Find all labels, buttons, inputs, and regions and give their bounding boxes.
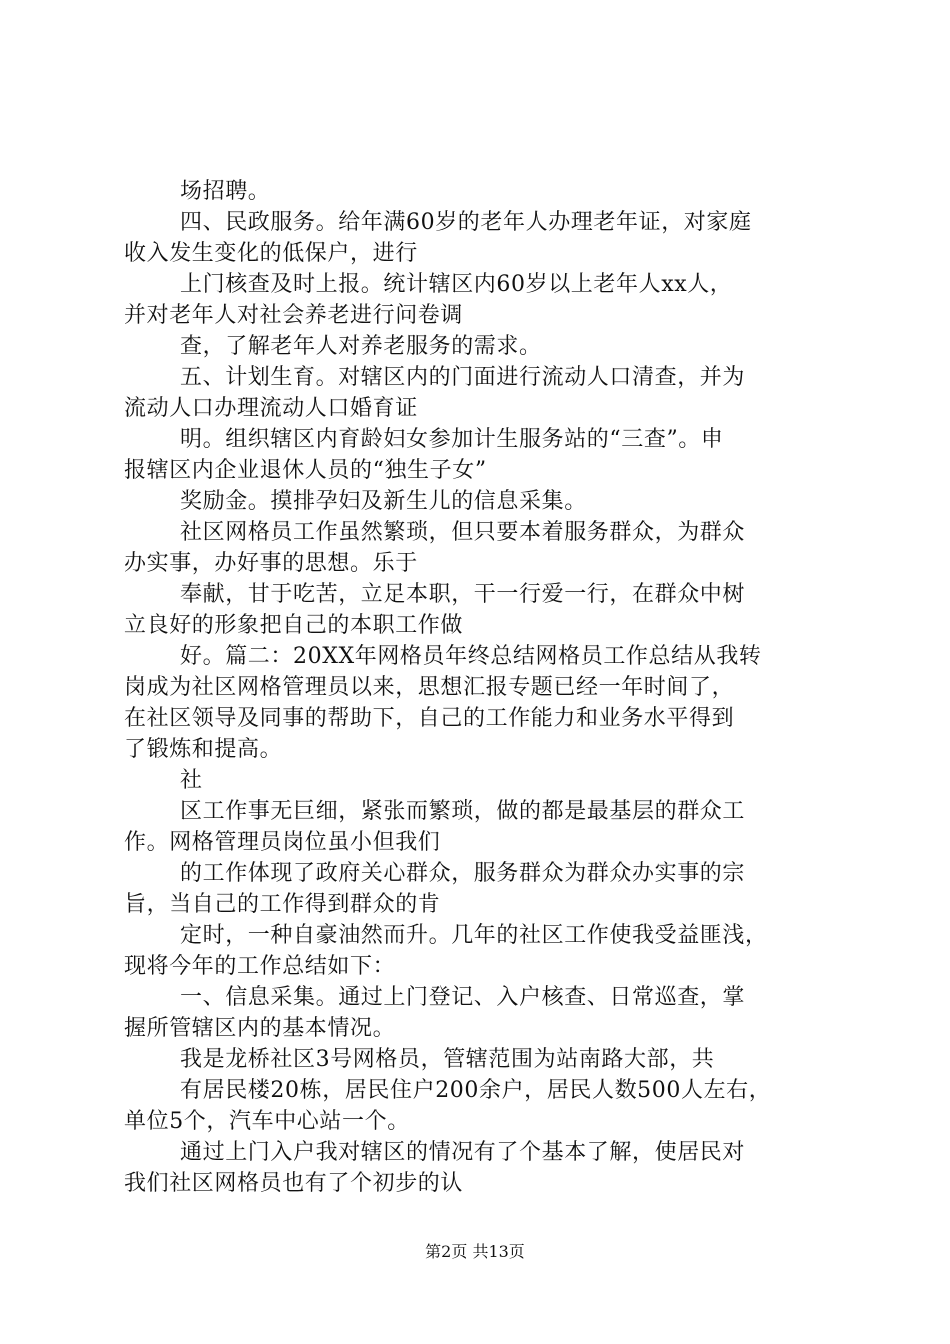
- text-line: 旨，当自己的工作得到群众的肯: [124, 892, 441, 917]
- text-line: 定时，一种自豪油然而升。几年的社区工作使我受益匪浅，: [180, 923, 768, 948]
- text-line: 流动人口办理流动人口婚育证: [124, 396, 418, 421]
- text-line: 通过上门入户我对辖区的情况有了个基本了解，使居民对: [180, 1140, 746, 1165]
- text-line: 区工作事无巨细，紧张而繁琐，做的都是最基层的群众工: [180, 799, 746, 824]
- page-number-footer: 第2页 共13页: [425, 1242, 525, 1261]
- text-line: 明。组织辖区内育龄妇女参加计生服务站的“三查”。申: [180, 427, 724, 452]
- text-line: 立良好的形象把自己的本职工作做: [124, 613, 464, 638]
- text-line: 报辖区内企业退休人员的“独生子女”: [124, 458, 487, 483]
- text-line: 上门核查及时上报。统计辖区内60岁以上老年人xx人，: [180, 272, 733, 297]
- text-line: 了锻炼和提高。: [124, 737, 283, 762]
- text-line: 单位5个，汽车中心站一个。: [124, 1109, 410, 1134]
- text-line: 五、计划生育。对辖区内的门面进行流动人口清查，并为: [180, 365, 746, 390]
- text-line: 并对老年人对社会养老进行问卷调: [124, 303, 464, 328]
- text-line: 查，了解老年人对养老服务的需求。: [180, 334, 542, 359]
- text-line: 我们社区网格员也有了个初步的认: [124, 1171, 464, 1196]
- text-line: 奖励金。摸排孕妇及新生儿的信息采集。: [180, 489, 587, 514]
- text-line: 在社区领导及同事的帮助下，自己的工作能力和业务水平得到: [124, 706, 735, 731]
- text-line: 办实事，办好事的思想。乐于: [124, 551, 418, 576]
- text-line: 收入发生变化的低保户，进行: [124, 241, 418, 266]
- text-line: 有居民楼20栋，居民住户200余户，居民人数500人左右，: [180, 1078, 772, 1103]
- text-line: 我是龙桥社区3号网格员，管辖范围为站南路大部，共: [180, 1047, 715, 1072]
- text-line: 一、信息采集。通过上门登记、入户核查、日常巡查，掌: [180, 985, 746, 1010]
- text-line: 作。网格管理员岗位虽小但我们: [124, 830, 441, 855]
- text-line: 握所管辖区内的基本情况。: [124, 1016, 396, 1041]
- text-line: 社: [180, 768, 203, 793]
- text-line: 岗成为社区网格管理员以来，思想汇报专题已经一年时间了，: [124, 675, 735, 700]
- text-line: 场招聘。: [180, 179, 271, 204]
- text-line: 奉献，甘于吃苦，立足本职，干一行爱一行，在群众中树: [180, 582, 746, 607]
- text-line: 现将今年的工作总结如下：: [124, 954, 396, 979]
- text-line: 四、民政服务。给年满60岁的老年人办理老年证，对家庭: [180, 210, 752, 235]
- text-line: 社区网格员工作虽然繁琐，但只要本着服务群众，为群众: [180, 520, 746, 545]
- text-line: 好。篇二：20XX年网格员年终总结网格员工作总结从我转: [180, 644, 762, 669]
- text-line: 的工作体现了政府关心群众，服务群众为群众办实事的宗: [180, 861, 746, 886]
